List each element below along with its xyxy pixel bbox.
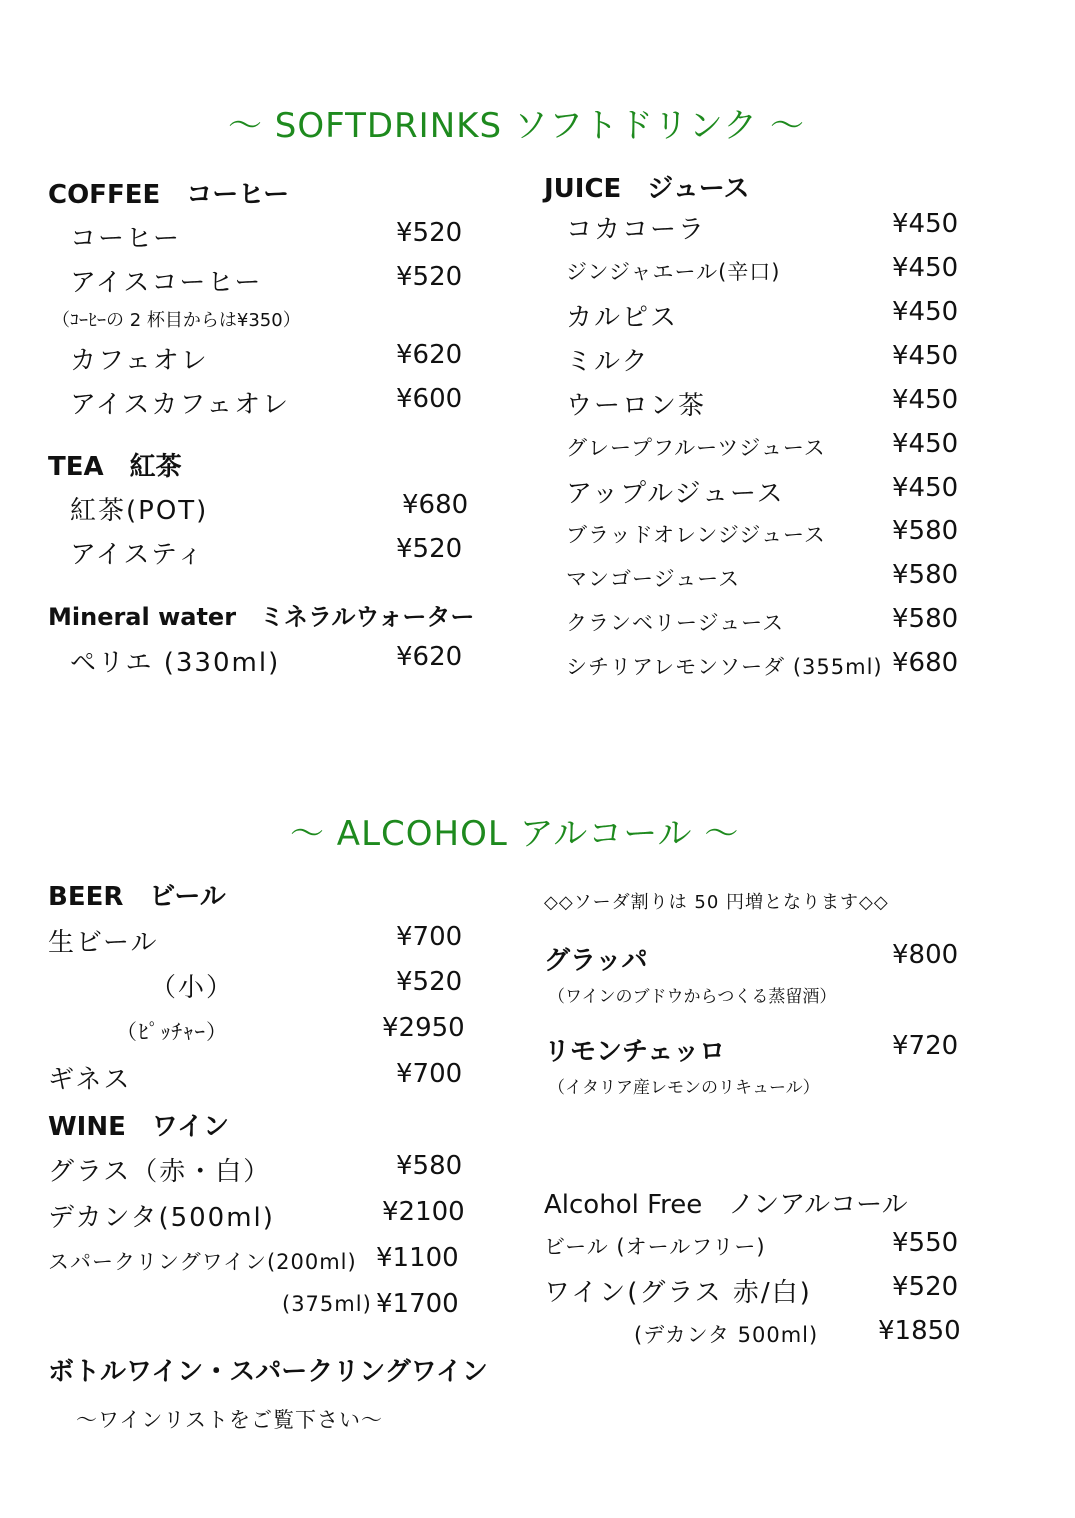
menu-item-name: ギネス <box>48 1065 132 1095</box>
alcohol-title: ～ ALCOHOL アルコール ～ <box>290 814 740 854</box>
menu-item-price: ¥680 <box>892 648 959 678</box>
menu-item-price: ¥700 <box>396 1059 463 1089</box>
menu-item-price: ¥2950 <box>382 1013 465 1043</box>
coffee-heading: COFFEE コーヒー <box>48 180 290 210</box>
coffee-refill-note: （ｺｰﾋｰの 2 杯目からは¥350） <box>52 310 301 331</box>
menu-item-name: グラッパ <box>544 946 648 976</box>
menu-item-name: 紅茶(POT) <box>70 496 209 526</box>
menu-item-price: ¥580 <box>892 516 959 546</box>
wine-list-note: ～ワインリストをご覧下さい～ <box>76 1408 383 1432</box>
menu-item-name: コーヒー <box>70 224 181 254</box>
grappa-note: （ワインのブドウからつくる蒸留酒） <box>548 987 837 1007</box>
mineral-water-heading: Mineral water ミネラルウォーター <box>48 603 475 631</box>
menu-item-name: コカコーラ <box>566 215 707 245</box>
beer-heading: BEER ビール <box>48 882 226 912</box>
menu-item-name: カルピス <box>566 303 679 333</box>
menu-item-name: デカンタ(500ml) <box>48 1203 275 1233</box>
menu-item-name: アップルジュース <box>566 479 785 509</box>
soda-note: ◇◇ソーダ割りは 50 円増となります◇◇ <box>544 892 889 913</box>
menu-item-price: ¥620 <box>396 340 463 370</box>
menu-item-price: ¥450 <box>892 209 959 239</box>
menu-item-price: ¥520 <box>396 967 463 997</box>
menu-item-price: ¥450 <box>892 385 959 415</box>
menu-item-price: ¥2100 <box>382 1197 465 1227</box>
menu-item-price: ¥450 <box>892 253 959 283</box>
menu-item-name: （小） <box>150 973 235 1003</box>
menu-item-price: ¥450 <box>892 341 959 371</box>
menu-item-name: ミルク <box>566 347 650 377</box>
menu-item-name: アイスコーヒー <box>70 268 263 298</box>
menu-item-name: ワイン(グラス 赤/白) <box>544 1278 812 1308</box>
menu-item-name: グラス（赤・白） <box>48 1157 272 1187</box>
menu-item-price: ¥800 <box>892 940 959 970</box>
limoncello-note: （イタリア産レモンのリキュール） <box>548 1078 820 1098</box>
bottle-wine-heading: ボトルワイン・スパークリングワイン <box>48 1357 488 1387</box>
menu-item-name: アイスカフェオレ <box>70 390 291 420</box>
menu-item-name: マンゴージュース <box>566 567 741 591</box>
menu-item-name: カフェオレ <box>70 346 209 376</box>
juice-heading: JUICE ジュース <box>544 174 750 204</box>
menu-item-price: ¥520 <box>892 1272 959 1302</box>
menu-item-name: スパークリングワイン(200ml) <box>48 1250 357 1274</box>
menu-item-name: ブラッドオレンジジュース <box>566 523 826 547</box>
tea-heading: TEA 紅茶 <box>48 452 182 482</box>
menu-item-name: アイスティ <box>70 540 205 570</box>
menu-item-name: グレープフルーツジュース <box>566 436 826 460</box>
wine-heading: WINE ワイン <box>48 1112 230 1142</box>
menu-item-price: ¥450 <box>892 473 959 503</box>
menu-item-price: ¥1850 <box>878 1316 961 1346</box>
menu-item-price: ¥620 <box>396 642 463 672</box>
menu-item-name: ウーロン茶 <box>566 391 707 421</box>
menu-item-name: （ﾋﾟｯﾁｬｰ） <box>116 1020 228 1044</box>
softdrinks-title: ～ SOFTDRINKS ソフトドリンク ～ <box>228 106 805 146</box>
alcohol-free-heading: Alcohol Free ノンアルコール <box>544 1190 908 1220</box>
menu-item-name: ジンジャエール(辛口) <box>566 260 781 284</box>
menu-item-name: シチリアレモンソーダ (355ml) <box>566 655 883 679</box>
menu-item-price: ¥450 <box>892 429 959 459</box>
menu-item-price: ¥580 <box>892 604 959 634</box>
menu-item-price: ¥680 <box>402 490 469 520</box>
menu-item-name: クランベリージュース <box>566 611 785 635</box>
menu-item-price: ¥450 <box>892 297 959 327</box>
menu-item-price: ¥550 <box>892 1228 959 1258</box>
menu-item-price: ¥520 <box>396 262 463 292</box>
menu-item-name: ペリエ (330ml) <box>70 648 281 678</box>
menu-item-price: ¥1700 <box>376 1289 459 1319</box>
menu-item-price: ¥520 <box>396 218 463 248</box>
menu-item-price: ¥600 <box>396 384 463 414</box>
menu-item-price: ¥520 <box>396 534 463 564</box>
menu-item-name: (デカンタ 500ml) <box>634 1323 819 1347</box>
menu-item-price: ¥580 <box>396 1151 463 1181</box>
menu-item-name: (375ml) <box>282 1292 372 1316</box>
menu-item-name: 生ビール <box>48 928 159 958</box>
menu-item-name: ビール (オールフリー) <box>544 1235 766 1259</box>
menu-item-price: ¥580 <box>892 560 959 590</box>
menu-item-price: ¥720 <box>892 1031 959 1061</box>
menu-item-price: ¥1100 <box>376 1243 459 1273</box>
menu-item-name: リモンチェッロ <box>544 1037 726 1067</box>
menu-item-price: ¥700 <box>396 922 463 952</box>
